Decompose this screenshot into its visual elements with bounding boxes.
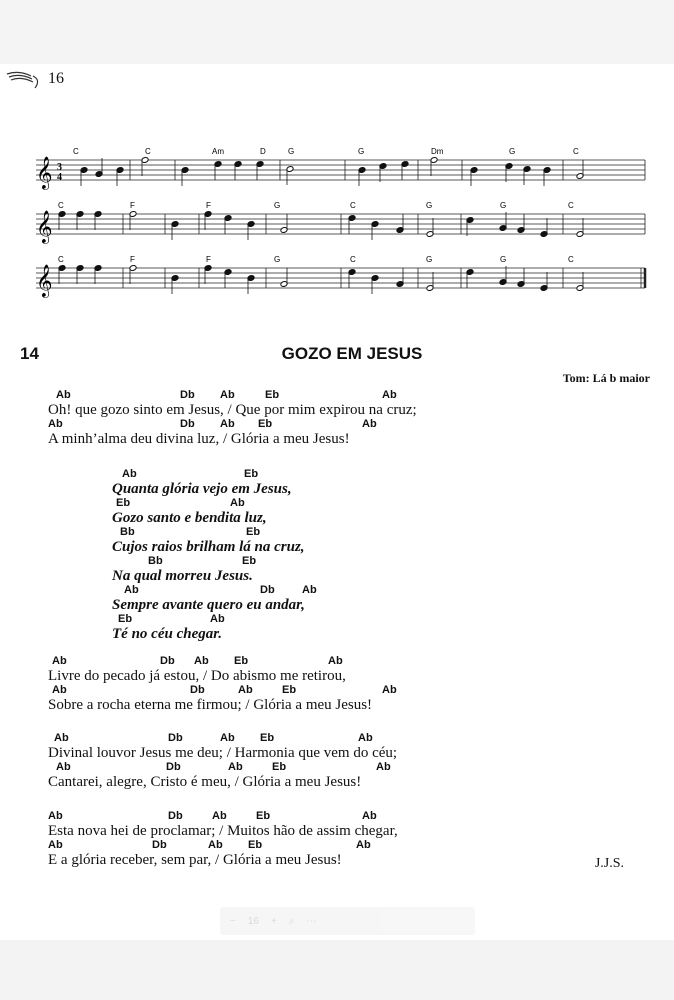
viewer-bottom-bar — [0, 940, 674, 1000]
chord-symbol: Db — [152, 839, 167, 851]
chord-symbol: Ab — [208, 839, 223, 851]
chord-symbol: Db — [160, 655, 175, 667]
chord-symbol: Eb — [265, 389, 280, 401]
chord-symbol: Ab — [328, 655, 343, 667]
lyric-text: Na qual morreu Jesus. — [112, 568, 253, 584]
chord-symbol: Ab — [48, 810, 63, 822]
chord-symbol: Ab — [362, 810, 377, 822]
chord-symbol: Db — [180, 418, 195, 430]
score-chord: C — [568, 255, 574, 264]
score-chord: Dm — [431, 147, 444, 156]
lyric-text: Cantarei, alegre, Cristo é meu, / Glória a meu Jesus! — [48, 774, 362, 790]
treble-clef-icon: 𝄞 — [36, 210, 53, 243]
score-chord: Am — [212, 147, 224, 156]
score-chord: G — [500, 201, 507, 210]
chord-symbol: Ab — [52, 655, 67, 667]
score-chord: G — [288, 147, 295, 156]
zoom-out-icon[interactable]: − — [230, 915, 236, 927]
chord-symbol: Ab — [358, 732, 373, 744]
score-chord: G — [500, 255, 507, 264]
page-number: 16 — [48, 70, 64, 87]
score-chord: F — [130, 201, 135, 210]
chord-symbol: Db — [168, 732, 183, 744]
score-chord: G — [274, 201, 281, 210]
score-chord: C — [568, 201, 574, 210]
chord-symbol: Eb — [282, 684, 297, 696]
lyric-text: Té no céu chegar. — [112, 626, 222, 642]
score-chord: G — [509, 147, 516, 156]
score-chord: C — [73, 147, 79, 156]
lyric-text: A minh’alma deu divina luz, / Glória a meu Jesus! — [48, 431, 350, 447]
score-chord: C — [350, 201, 356, 210]
chord-symbol: Ab — [302, 584, 317, 596]
score-chord: C — [145, 147, 151, 156]
chord-symbol: Eb — [256, 810, 271, 822]
chord-symbol: Ab — [194, 655, 209, 667]
score-chord: C — [58, 255, 64, 264]
chord-symbol: Ab — [376, 761, 391, 773]
chord-symbol: Ab — [382, 684, 397, 696]
book-logo-icon — [5, 68, 45, 90]
treble-clef-icon: 𝄞 — [36, 264, 53, 297]
time-signature-top: 3 — [57, 162, 62, 173]
treble-clef-icon: 𝄞 — [36, 156, 53, 189]
chord-symbol: Eb — [246, 526, 261, 538]
lyric-text: Esta nova hei de proclamar; / Muitos hão de assim chegar, — [48, 823, 398, 839]
score-chord: F — [206, 255, 211, 264]
search-icon[interactable]: ⌕ — [288, 915, 295, 927]
chord-symbol: Db — [166, 761, 181, 773]
chord-symbol: Eb — [260, 732, 275, 744]
chord-symbol: Eb — [242, 555, 257, 567]
chord-symbol: Ab — [220, 389, 235, 401]
chord-symbol: Ab — [356, 839, 371, 851]
more-icon[interactable]: ⋯ — [306, 915, 317, 927]
score-chord: C — [58, 201, 64, 210]
score-chord: G — [426, 201, 433, 210]
document-page — [0, 64, 674, 940]
chord-symbol: Ab — [48, 418, 63, 430]
chord-symbol: Ab — [362, 418, 377, 430]
chord-symbol: Bb — [120, 526, 135, 538]
hymn-number: 14 — [20, 344, 39, 363]
chord-symbol: Ab — [210, 613, 225, 625]
lyric-text: Livre do pecado já estou, / Do abismo me retirou, — [48, 668, 346, 684]
score-chord: D — [260, 147, 266, 156]
chord-symbol: Ab — [220, 418, 235, 430]
chord-symbol: Bb — [148, 555, 163, 567]
chord-symbol: Eb — [244, 468, 259, 480]
chord-symbol: Eb — [272, 761, 287, 773]
toolbar-page-label: 16 — [247, 915, 259, 927]
lyric-text: Cujos raios brilham lá na cruz, — [112, 539, 305, 555]
chord-symbol: Ab — [56, 761, 71, 773]
score-chord: G — [426, 255, 433, 264]
viewer-floating-toolbar[interactable] — [220, 907, 475, 935]
score-chord: C — [573, 147, 579, 156]
chord-symbol: Ab — [220, 732, 235, 744]
lyric-text: E a glória receber, sem par, / Glória a meu Jesus! — [48, 852, 342, 868]
chord-symbol: Eb — [116, 497, 131, 509]
lyric-text: Quanta glória vejo em Jesus, — [112, 481, 292, 497]
score-chord: C — [350, 255, 356, 264]
hymn-key: Tom: Lá b maior — [562, 371, 650, 385]
chord-symbol: Ab — [122, 468, 137, 480]
lyric-text: Gozo santo e bendita luz, — [112, 510, 267, 526]
chord-symbol: Eb — [248, 839, 263, 851]
lyric-text: Oh! que gozo sinto em Jesus, / Que por mim expirou na cruz; — [48, 402, 417, 418]
chord-symbol: Db — [168, 810, 183, 822]
chord-symbol: Ab — [48, 839, 63, 851]
time-signature-bottom: 4 — [57, 172, 62, 183]
chord-symbol: Db — [180, 389, 195, 401]
score-chord: F — [130, 255, 135, 264]
viewer-top-bar — [0, 0, 674, 64]
chord-symbol: Ab — [56, 389, 71, 401]
chord-symbol: Ab — [212, 810, 227, 822]
chord-symbol: Ab — [230, 497, 245, 509]
chord-symbol: Ab — [54, 732, 69, 744]
chord-symbol: Ab — [124, 584, 139, 596]
score-chord: G — [358, 147, 365, 156]
chord-symbol: Eb — [234, 655, 249, 667]
lyric-text: Divinal louvor Jesus me deu; / Harmonia que vem do céu; — [48, 745, 398, 761]
chord-symbol: Eb — [258, 418, 273, 430]
hymn-author: J.J.S. — [594, 856, 624, 871]
chord-symbol: Ab — [52, 684, 67, 696]
zoom-in-icon[interactable]: + — [270, 915, 277, 927]
chord-symbol: Ab — [382, 389, 397, 401]
chord-symbol: Db — [260, 584, 275, 596]
score-chord: F — [206, 201, 211, 210]
chord-symbol: Eb — [118, 613, 133, 625]
lyric-text: Sempre avante quero eu andar, — [112, 597, 305, 613]
chord-symbol: Ab — [238, 684, 253, 696]
music-score — [0, 144, 674, 314]
hymn-title: GOZO EM JESUS — [281, 344, 423, 363]
chord-symbol: Ab — [228, 761, 243, 773]
score-chord: G — [274, 255, 281, 264]
chord-symbol: Db — [190, 684, 205, 696]
lyric-text: Sobre a rocha eterna me firmou; / Glória a meu Jesus! — [48, 697, 373, 713]
